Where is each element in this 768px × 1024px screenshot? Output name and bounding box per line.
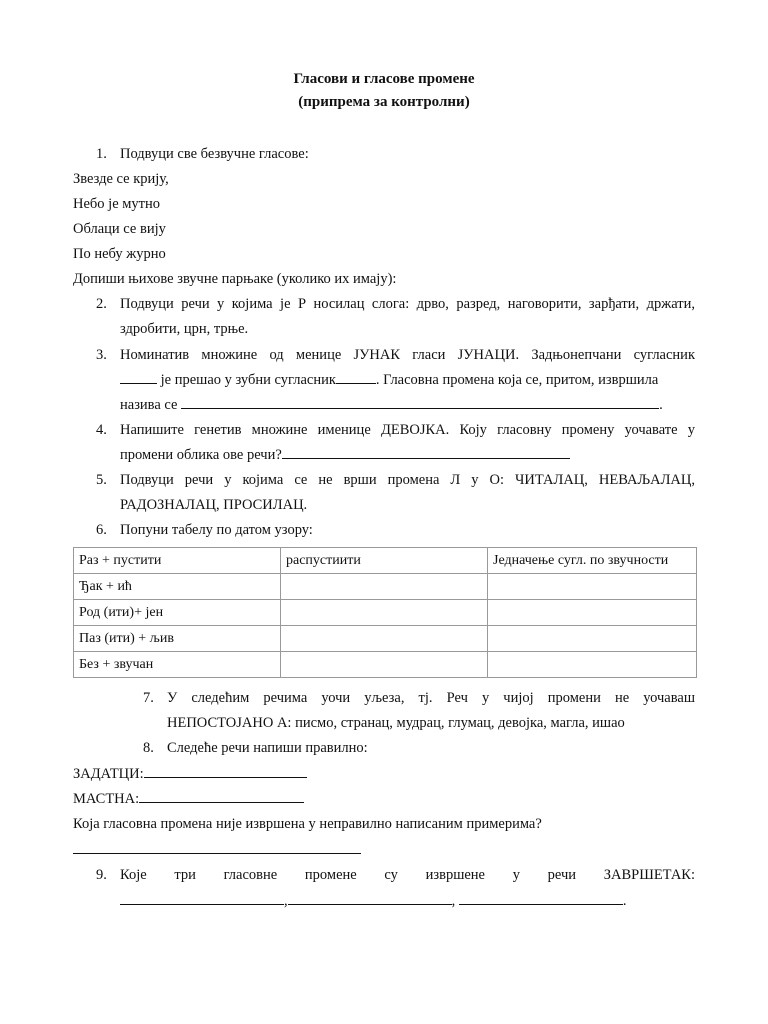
q9-sep-1: , [284, 893, 288, 909]
table-cell-input[interactable] [488, 600, 697, 626]
sound-change-table [73, 547, 697, 678]
poem-line-1: Звезде се крију, [73, 171, 169, 187]
q7-line-2: НЕПОСТОЈАНО А: писмо, странац, мудрац, глумац, девојка, магла, ишао [167, 715, 625, 731]
q4-number: 4. [96, 422, 107, 438]
poem-line-4: По небу журно [73, 246, 166, 262]
q4-line-2-text: промени облика ове речи? [120, 447, 282, 463]
q8-question: Која гласовна промена није извршена у неправилно написаним примерима? [73, 816, 542, 832]
table-row [74, 574, 697, 600]
table-cell-input[interactable] [281, 626, 488, 652]
table-cell-input[interactable] [281, 600, 488, 626]
q2-line-2: здробити, црн, трње. [120, 321, 249, 337]
table-row [74, 600, 697, 626]
table-cell-input[interactable] [488, 574, 697, 600]
q1-followup: Допиши њихове звучне парњаке (уколико их имају): [73, 271, 397, 287]
q6-number: 6. [96, 522, 107, 538]
table-cell-input[interactable] [281, 574, 488, 600]
q3-line-2 [120, 368, 658, 393]
poem-line-3: Облаци се вију [73, 221, 166, 237]
q3-blank-3[interactable] [181, 394, 659, 409]
q1-text: Подвуци све безвучне гласове: [120, 146, 309, 162]
q5-number: 5. [96, 472, 107, 488]
q8-blank-1[interactable] [144, 763, 307, 778]
q8-word-1: ЗАДАТЦИ: [73, 766, 144, 782]
q9-blank-2[interactable] [288, 890, 452, 905]
q4-blank[interactable] [282, 444, 570, 459]
table-cell-input[interactable] [488, 652, 697, 678]
table-cell: Род (ити)+ јен [74, 600, 281, 626]
table-cell: Раз + пустити [74, 548, 281, 574]
q2-number: 2. [96, 296, 107, 312]
q9-end: . [622, 893, 627, 909]
q5-line-1: Подвуци речи у којима се не врши промена Л у О: ЧИТАЛАЦ, НЕВАЉАЛАЦ, [120, 472, 695, 488]
q9-number: 9. [96, 867, 107, 883]
table-row [74, 548, 697, 574]
q3-line-2-a: је прешао у зубни сугласник [160, 372, 336, 388]
table-cell: Паз (ити) + љив [74, 626, 281, 652]
q9-line-1: Које три гласовне промене су извршене у речи ЗАВРШЕТАК: [120, 867, 695, 883]
table-row [74, 652, 697, 678]
q3-line-2-b: . Гласовна промена која се, притом, извршила [375, 372, 659, 388]
table-row [74, 626, 697, 652]
q8-text: Следеће речи напиши правилно: [167, 740, 368, 756]
q6-text: Попуни табелу по датом узору: [120, 522, 313, 538]
q3-blank-1[interactable] [120, 369, 157, 384]
table-cell: Једначење сугл. по звучности [488, 548, 697, 574]
q3-line-3-a: назива се [120, 397, 178, 413]
title-line-1: Гласови и гласове промене [293, 71, 475, 87]
q8-word-2: МАСТНА: [73, 791, 140, 807]
table-cell: Ђак + ић [74, 574, 281, 600]
q5-line-2: РАДОЗНАЛАЦ, ПРОСИЛАЦ. [120, 497, 308, 513]
q9-blank-3[interactable] [459, 890, 623, 905]
table-cell-input[interactable] [488, 626, 697, 652]
q7-line-1: У следећим речима уочи уљеза, тј. Реч у чијој промени не уочаваш [167, 690, 695, 706]
q8-blank-2[interactable] [139, 788, 304, 803]
q3-line-3 [120, 393, 663, 418]
q2-line-1: Подвуци речи у којима је Р носилац слога: дрво, разред, наговорити, зарђати, држати, [120, 296, 695, 312]
q8-blank-3[interactable] [73, 839, 361, 854]
table-cell-input[interactable] [281, 652, 488, 678]
q1-number: 1. [96, 146, 107, 162]
q3-line-3-b: . [659, 397, 663, 413]
q4-line-2 [120, 443, 570, 468]
table-cell: Без + звучан [74, 652, 281, 678]
q8-word-2-line [73, 787, 304, 812]
q3-line-1: Номинатив множине од менице ЈУНАК гласи ЈУНАЦИ. Задњонепчани сугласник [120, 347, 695, 363]
q7-number: 7. [143, 690, 154, 706]
q9-sep-2: , [451, 893, 456, 909]
q9-answers [120, 889, 627, 914]
q3-blank-2[interactable] [336, 369, 376, 384]
q9-blank-1[interactable] [120, 890, 284, 905]
poem-line-2: Небо је мутно [73, 196, 161, 212]
q8-number: 8. [143, 740, 154, 756]
table-cell: распустиити [281, 548, 488, 574]
q4-line-1: Напишите генетив множине именице ДЕВОЈКА. Коју гласовну промену уочавате у [120, 422, 695, 438]
q3-number: 3. [96, 347, 107, 363]
q8-answer-line [73, 838, 361, 863]
title-line-2: (припрема за контролни) [298, 94, 470, 110]
q8-word-1-line [73, 762, 307, 787]
